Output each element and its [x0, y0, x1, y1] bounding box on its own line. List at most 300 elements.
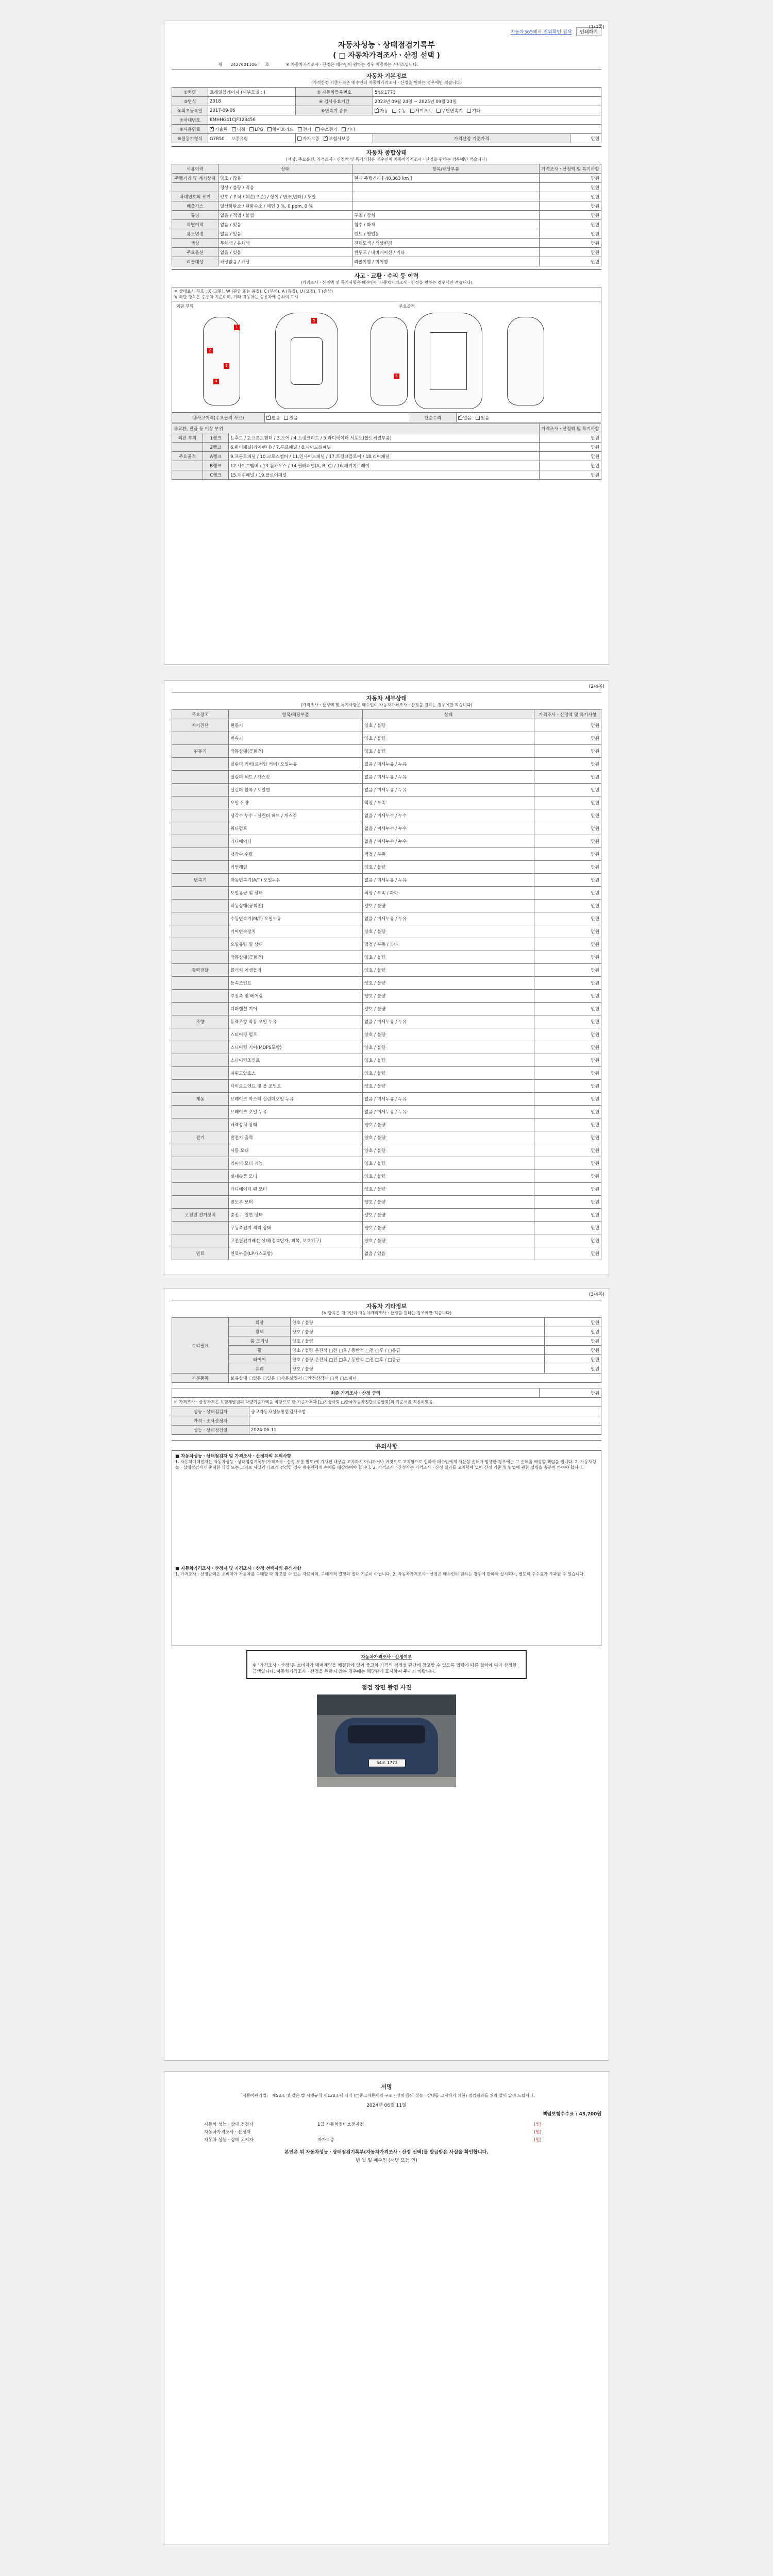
detail-row: [172, 912, 601, 925]
transmission-options: [373, 106, 601, 115]
other-info-note: (※ 항목은 매수인이 자동차가격조사ㆍ산정을 원하는 경우에만 적습니다): [321, 1311, 452, 1315]
detail-row: [172, 835, 601, 848]
final-price-table: 최종 가격조사ㆍ산정 금액 만원 이 가격조사ㆍ산정가격은 보험개발원의 차량기준가액을 바탕으로 한 기준가격과 [□기술사회 □한국자동차진단보증협회]의 기준서를 적용하였음. 성능ㆍ상태점검자 중고자동차성능통합검사조합 가격ㆍ조사산정자 성능ㆍ상태점검일 2024-06-11: [172, 1388, 601, 1435]
group-label: 주요골격: [172, 452, 203, 461]
fuel-label: 수소전기: [321, 127, 338, 132]
overall-row: [172, 201, 601, 211]
device-label: [172, 848, 229, 861]
part-label: 파워고압호스: [229, 1067, 363, 1080]
device-label: [172, 861, 229, 874]
checkbox-icon[interactable]: [298, 127, 302, 131]
signer-role: 자동차 성능ㆍ상태 고지자: [204, 2137, 254, 2143]
device-label: [172, 796, 229, 809]
calc-value: 중고자동차성능통합검사조합: [249, 1407, 601, 1416]
row-amount: 만원: [545, 1355, 601, 1364]
row-label: 용도변경: [172, 229, 219, 239]
detail-row: [172, 1157, 601, 1170]
warranty-label: 자가보증: [303, 136, 320, 142]
record-page-4: [164, 2071, 609, 2545]
signer-name: 1급 자동차정비소전자정: [317, 2122, 364, 2127]
print-button[interactable]: 인쇄하기: [576, 27, 601, 36]
row-amount: 만원: [540, 192, 601, 201]
serial-number: 2427601106: [230, 62, 257, 67]
overall-row: [172, 183, 601, 192]
simple-repair-options: [456, 413, 601, 422]
detail-row: [172, 719, 601, 732]
part-label: 커먼레일: [229, 861, 363, 874]
row-amount: 만원: [534, 1144, 601, 1157]
transmission-label: 세미오토: [415, 108, 432, 114]
device-label: [172, 1028, 229, 1041]
part-state: 양호 / 불량: [363, 1196, 534, 1209]
row-item: 썬루프 / 내비게이션 / 기타: [352, 248, 540, 257]
accident-history-title: 사고ㆍ교환ㆍ수리 등 이력: [172, 269, 601, 280]
detail-row: [172, 1080, 601, 1093]
status-legend-note: ※ 하단 항목은 승용차 기준이며, 기타 자동차는 승용차에 준하여 표시: [174, 295, 298, 299]
part-label: 구동축전지 격리 상태: [229, 1222, 363, 1234]
detail-row: [172, 1106, 601, 1118]
rank-label: A랭크: [203, 452, 229, 461]
rank-items: 12.사이드멤버 / 13.휠하우스 / 14.필러패널(A, B, C) / 16.패키지트레이: [229, 461, 540, 470]
device-label: [172, 1234, 229, 1247]
rank-label: 1랭크: [203, 433, 229, 443]
row-amount: 만원: [534, 1106, 601, 1118]
notice-body-1: 1. 자동차매매업자는 자동차성능ㆍ상태점검기록부(가격조사ㆍ산정 부분 별도)에 기재된 내용을 고지하지 아니하거나 거짓으로 고지함으로 인하여 매수인에게 재산상 손해가 발생한 경우에는 그 손해를 배상할 책임을 집니다. 2. 자동차성능ㆍ상태점검자가 중대한 과실 또는 고의로 사실과 다르게 점검한 경우 매수인에게 손해를 배상하여야 합니다. 3. 가격조사ㆍ산정자는 가격조사ㆍ산정 결과를 고지함에 있어 산정 기준 및 방법에 관한 설명을 충분히 하여야 합니다.: [175, 1460, 596, 1470]
page-number: (2/4쪽): [589, 684, 604, 689]
part-label: 타이로드엔드 및 볼 조인트: [229, 1080, 363, 1093]
signers-table: [203, 2120, 553, 2143]
signer-row: [203, 2136, 553, 2143]
damage-marker: 5: [311, 318, 317, 324]
issue-date: 2024년 06월 11일: [366, 2103, 407, 2108]
part-label: 윈도우 모터: [229, 1196, 363, 1209]
checkbox-icon[interactable]: [458, 416, 462, 420]
vehicle-damage-diagram: 외판 부위 주요골격 1 2 3 4 5 6: [172, 301, 601, 413]
part-state: 없음 / 미세누유 / 누유: [363, 874, 534, 887]
row-amount: 만원: [545, 1336, 601, 1346]
device-label: [172, 732, 229, 745]
part-label: 작동상태(공회전): [229, 900, 363, 912]
part-state: 없음 / 미세누유 / 누유: [363, 784, 534, 796]
part-label: 자동변속기(A/T) 오일누유: [229, 874, 363, 887]
part-state: 양호 / 불량: [363, 1144, 534, 1157]
calc-row: [172, 1426, 601, 1435]
row-amount: 만원: [534, 1028, 601, 1041]
part-label: 브레이크 마스터 실린더오일 누유: [229, 1093, 363, 1106]
price-basis-text: 이 가격조사ㆍ산정가격은 보험개발원의 차량기준가액을 바탕으로 한 기준가격과 [□기술사회 □한국자동차진단보증협회]의 기준서를 적용하였음.: [172, 1398, 601, 1407]
part-label: 시동 모터: [229, 1144, 363, 1157]
item-label: 유리: [229, 1364, 291, 1374]
detail-row: [172, 1144, 601, 1157]
row-amount: 만원: [534, 1054, 601, 1067]
serial-note: ※ 자동차가격조사ㆍ산정은 매수인이 원하는 경우 제공하는 서비스입니다.: [286, 62, 418, 67]
exchange-parts-table: ⑭교환, 판금 등 이상 부위 가격조사ㆍ산정액 및 특기사항 외판 부위 1랭크 1.후드 / 2.프론트펜더 / 3.도어 / 4.트렁크리드 / 5.라디에이터 서포트(볼트체결부품) 만원 2랭크 6.쿼터패널(리어펜더) / 7.루프패널 / 8.사이드실패널 만원 주요골격 A랭크 9.프론트패널 / 10.크로스멤버 / 11.인사이드패널 / 17.트렁크플로어 / 18.리어패널 만원 B랭크 12.사이드멤버 / 13.휠하우스 / 14.필러패널(A, B, C) / 16.패키지트레이 만원 C랭크 15.대쉬패널 / 19.플로어패널 만원: [172, 423, 601, 480]
fuel-label: LPG: [255, 127, 263, 132]
basic-items-state: 보유상태 □없음 □있음 □사용설명서 □안전삼각대 □잭 □스패너: [229, 1374, 601, 1383]
part-state: 양호 / 불량: [363, 1183, 534, 1196]
row-item: 렌트 / 영업용: [352, 229, 540, 239]
checkbox-icon[interactable]: [467, 109, 471, 113]
part-state: 양호 / 불량: [363, 925, 534, 938]
car-roof-outline: [291, 337, 323, 385]
part-label: 실린더 커버(로커암 커버) 오일누유: [229, 758, 363, 771]
signer-row: [203, 2120, 553, 2128]
row-amount: 만원: [534, 977, 601, 990]
row-amount: 만원: [534, 1118, 601, 1131]
damage-marker: 3: [224, 363, 229, 369]
accident-history-option[interactable]: [284, 416, 297, 421]
checkbox-icon[interactable]: [249, 127, 254, 131]
row-amount: 만원: [534, 1209, 601, 1222]
part-state: 양호 / 불량: [363, 900, 534, 912]
rank-label: 2랭크: [203, 443, 229, 452]
row-amount: 만원: [540, 470, 601, 480]
part-label: 실내송풍 모터: [229, 1170, 363, 1183]
buyer-signature-line: 년 월 일 매수인 (서명 또는 인): [356, 2158, 417, 2163]
part-label: 와이퍼 모터 기능: [229, 1157, 363, 1170]
checkbox-icon[interactable]: [410, 109, 414, 113]
registration-number: 54오1773: [373, 88, 601, 97]
part-label: 스티어링 기어(MDPS포함): [229, 1041, 363, 1054]
detail-status-title: 자동차 세부상태: [172, 692, 601, 702]
part-state: 없음 / 미세누유 / 누유: [363, 771, 534, 784]
column-header: 주요장치: [172, 710, 229, 719]
part-label: 동력조향 작동 오일 누유: [229, 1015, 363, 1028]
checkbox-icon[interactable]: [476, 416, 480, 420]
row-state: 없음 / 있음: [219, 229, 352, 239]
part-state: 적정 / 부족: [363, 796, 534, 809]
group-label: 수리필요: [172, 1318, 229, 1374]
row-amount: 만원: [534, 990, 601, 1003]
row-amount: 만원: [534, 848, 601, 861]
device-label: 조향: [172, 1015, 229, 1028]
document-subtitle: ( □ 자동차가격조사ㆍ산정 선택 ): [333, 52, 440, 60]
column-header: 가격조사ㆍ산정액 및 특기사항: [540, 164, 601, 174]
part-state: 없음 / 미세누유 / 누유: [363, 1106, 534, 1118]
transmission-option[interactable]: [467, 109, 480, 114]
transmission-label: 무단변속기: [441, 108, 463, 114]
part-label: 작동상태(공회전): [229, 745, 363, 758]
car-frame-side-view: [507, 317, 544, 405]
part-state: 없음 / 있음: [363, 1247, 534, 1260]
row-amount: 만원: [534, 951, 601, 964]
detail-row: [172, 1041, 601, 1054]
part-state: 양호 / 불량: [363, 861, 534, 874]
exchange-row: [172, 433, 601, 443]
accident-history-option[interactable]: [266, 416, 280, 421]
detail-row: [172, 1003, 601, 1015]
seal-mark: (인): [534, 2137, 542, 2143]
device-label: 전기: [172, 1131, 229, 1144]
checkbox-icon[interactable]: [375, 109, 379, 113]
part-state: 양호 / 불량: [363, 1131, 534, 1144]
fuel-label: 가솔린: [215, 127, 228, 132]
row-amount: 만원: [540, 211, 601, 220]
calc-label: 성능ㆍ상태점검자: [172, 1407, 249, 1416]
signer-role: 자동차가격조사ㆍ산정자: [204, 2129, 251, 2135]
row-amount: 만원: [540, 220, 601, 229]
overall-row: [172, 248, 601, 257]
checkbox-icon[interactable]: [436, 109, 441, 113]
detail-row: [172, 1118, 601, 1131]
part-state: 없음 / 미세누수 / 누수: [363, 809, 534, 822]
transmission-option[interactable]: [392, 109, 406, 114]
device-label: [172, 1054, 229, 1067]
item-state: 양호 / 불량: [291, 1336, 545, 1346]
detail-row: [172, 1015, 601, 1028]
other-info-table: 수리필요 외장 양호 / 불량 만원 광택 양호 / 불량 만원 룸 크리닝 양호 / 불량 만원 휠 양호 / 불량 운전석 □전 □후 / 동반석 □전 □후 / □응급 만원 타이어 양호 / 불량 운전석 □전 □후 / 동반석 □전 □후 / □응급 만원 유리 양호 / 불량 만원 기본품목 보유상태 □없음 □있음 □사용설명서 □안전삼각대 □잭 □스패너: [172, 1317, 601, 1383]
rank-label: B랭크: [203, 461, 229, 470]
part-state: 없음 / 미세누유 / 누유: [363, 912, 534, 925]
part-state: 양호 / 불량: [363, 1222, 534, 1234]
row-item: [352, 201, 540, 211]
detail-row: [172, 1028, 601, 1041]
column-header: 사용이력: [172, 164, 219, 174]
exchange-row: [172, 443, 601, 452]
row-amount: 만원: [545, 1346, 601, 1355]
part-state: 적정 / 부족 / 과다: [363, 938, 534, 951]
row-amount: 만원: [534, 732, 601, 745]
device-label: [172, 938, 229, 951]
row-amount: 만원: [534, 1015, 601, 1028]
simple-repair-option[interactable]: [458, 416, 472, 421]
transmission-option[interactable]: [436, 109, 463, 114]
page-number: (1/4쪽): [589, 25, 604, 30]
detail-row: [172, 900, 601, 912]
seal-mark: (인): [534, 2129, 542, 2135]
row-label: 특별이력: [172, 220, 219, 229]
device-label: [172, 1196, 229, 1209]
other-row: [172, 1336, 601, 1346]
overall-row: [172, 220, 601, 229]
row-state: 무채색 / 유채색: [219, 239, 352, 248]
inspection-photo-title: 점검 장면 촬영 사진: [361, 1684, 412, 1691]
detail-row: [172, 964, 601, 977]
simple-repair-label: 없음: [463, 415, 472, 421]
device-label: [172, 758, 229, 771]
windshield-shape: [348, 1725, 425, 1743]
fuel-option[interactable]: [315, 127, 338, 132]
detail-row: [172, 1183, 601, 1196]
checkbox-icon[interactable]: [232, 127, 236, 131]
notice-heading-2: ■ 자동차가격조사ㆍ산정자 및 가격조사ㆍ산정 선택자의 유의사항: [175, 1566, 301, 1571]
row-item: 구조 / 장치: [352, 211, 540, 220]
exchange-row: [172, 461, 601, 470]
overall-row: [172, 174, 601, 183]
row-amount: 만원: [534, 784, 601, 796]
device-label: [172, 1222, 229, 1234]
row-amount: 만원: [534, 758, 601, 771]
row-state: 일산화탄소 / 탄화수소 / 매연 0 %, 0 ppm, 0 %: [219, 201, 352, 211]
part-state: 양호 / 불량: [363, 990, 534, 1003]
row-item: [352, 183, 540, 192]
row-label: 튜닝: [172, 211, 219, 220]
checkbox-icon[interactable]: [267, 127, 272, 131]
checkbox-icon[interactable]: [266, 416, 271, 420]
detail-row: [172, 809, 601, 822]
signature-title: 서명: [381, 2083, 392, 2090]
row-amount: 만원: [534, 1196, 601, 1209]
fuel-option[interactable]: [210, 127, 228, 132]
transmission-option[interactable]: [375, 109, 388, 114]
authenticity-check-link[interactable]: 자동차365에서 진위확인 검색: [510, 30, 572, 35]
device-label: 원동기: [172, 745, 229, 758]
row-amount: 만원: [540, 461, 601, 470]
checkbox-icon[interactable]: [210, 127, 214, 131]
row-amount: 만원: [534, 1222, 601, 1234]
calc-value: 2024-06-11: [249, 1426, 601, 1435]
device-label: [172, 784, 229, 796]
warranty-options: [296, 134, 373, 143]
part-label: 연료누출(LP가스포함): [229, 1247, 363, 1260]
detail-row: [172, 887, 601, 900]
row-label: 차대번호의 표기: [172, 192, 219, 201]
part-state: 양호 / 불량: [363, 1067, 534, 1080]
detail-row: [172, 732, 601, 745]
device-label: [172, 835, 229, 848]
device-label: [172, 990, 229, 1003]
part-state: 양호 / 불량: [363, 1170, 534, 1183]
device-label: [172, 1157, 229, 1170]
row-label: 주행거리 및 계기상태: [172, 174, 219, 183]
transmission-label: 자동: [380, 108, 389, 114]
part-label: 클러치 어셈블리: [229, 964, 363, 977]
signer-name: [316, 2128, 532, 2136]
top-toolbar: [172, 27, 601, 36]
item-label: 룸 크리닝: [229, 1336, 291, 1346]
exchange-row: [172, 452, 601, 461]
basic-info-table: ①차명 트레일블레이저 (세부모델 : ) ② 자동차등록번호 54오1773 ③연식 2018 ④ 검사유효기간 2023년 09월 24일 ~ 2025년 09월 23일 ⑤최초등록일 2017-09-06 ⑥변속기 종류 ✓ 자동 수동 세미오토 무단변속기 기타 ⑦차대번호 KMHHG41CJF123456 ⑧사용연료 ✓ 가솔린 디젤 LPG 하이브리드 전기 수소전기 기타 ⑩원동기형식 G7B50 보증유형 자가보증✓ 보험사보증 가격산정 기준가격 만원: [172, 87, 601, 143]
group-label: [172, 443, 203, 452]
part-state: 적정 / 부족 / 과다: [363, 887, 534, 900]
damage-marker: 4: [213, 379, 219, 384]
warranty-label: 보험사보증: [328, 136, 350, 142]
overall-row: [172, 211, 601, 220]
item-state: 양호 / 불량 운전석 □전 □후 / 동반석 □전 □후 / □응급: [291, 1355, 545, 1364]
detail-row: [172, 848, 601, 861]
device-label: [172, 977, 229, 990]
calc-label: 성능ㆍ상태점검일: [172, 1426, 249, 1435]
part-label: 실린더 헤드 / 개스킷: [229, 771, 363, 784]
row-item: 리콜이행 / 미이행: [352, 257, 540, 266]
row-amount: 만원: [534, 1003, 601, 1015]
damage-marker: 2: [207, 348, 213, 353]
exchange-row: [172, 470, 601, 480]
part-label: 추진축 및 베어링: [229, 990, 363, 1003]
row-amount: 만원: [540, 201, 601, 211]
simple-repair-label: 있음: [480, 415, 490, 421]
row-amount: 만원: [534, 1080, 601, 1093]
signer-name: 자가보증: [317, 2137, 334, 2143]
signer-row: [203, 2128, 553, 2136]
group-label: [172, 470, 203, 480]
accident-history-label: 없음: [272, 415, 280, 421]
row-label: 배출가스: [172, 201, 219, 211]
transmission-option[interactable]: [410, 109, 432, 114]
fuel-option[interactable]: [249, 127, 263, 132]
detail-row: [172, 796, 601, 809]
part-state: 양호 / 불량: [363, 1003, 534, 1015]
row-amount: 만원: [534, 1170, 601, 1183]
warranty-option[interactable]: [324, 137, 350, 142]
warranty-option[interactable]: [297, 137, 320, 142]
row-amount: 만원: [540, 174, 601, 183]
part-state: 양호 / 불량: [363, 745, 534, 758]
row-amount: 만원: [534, 900, 601, 912]
device-label: 동력전달: [172, 964, 229, 977]
device-label: [172, 951, 229, 964]
column-header: 가격조사ㆍ산정액 및 특기사항: [534, 710, 601, 719]
overall-row: [172, 239, 601, 248]
row-amount: 만원: [534, 809, 601, 822]
record-page-1: [164, 21, 609, 665]
row-amount: 만원: [534, 1131, 601, 1144]
fuel-options: [208, 125, 601, 134]
detail-row: [172, 1170, 601, 1183]
fuel-option[interactable]: [298, 127, 311, 132]
detail-status-table: [172, 709, 601, 1260]
part-state: 양호 / 불량: [363, 1209, 534, 1222]
vin: KMHHG41CJF123456: [208, 115, 601, 125]
column-header: 상태: [219, 164, 352, 174]
overall-status-note: (색상, 주요옵션, 가격조사ㆍ산정액 및 특기사항은 매수인이 자동차가격조사ㆍ산정을 원하는 경우에만 적습니다): [286, 157, 487, 162]
part-state: 양호 / 불량: [363, 732, 534, 745]
row-amount: 만원: [540, 452, 601, 461]
accident-history-options: [265, 413, 410, 422]
device-label: [172, 771, 229, 784]
device-label: [172, 912, 229, 925]
checkbox-icon[interactable]: [342, 127, 346, 131]
part-label: 스티어링 펌프: [229, 1028, 363, 1041]
status-legend: ※ 상태표시 부호 : X (교환), W (판금 또는 용접), C (부식), A (흠집), U (요철), T (손상): [174, 289, 333, 294]
checkbox-icon[interactable]: [392, 109, 396, 113]
item-state: 양호 / 불량: [291, 1364, 545, 1374]
accident-summary-table: ⑬사고이력(주요골격 사고) ✓ 없음 있음 단순수리 ✓ 없음 있음: [172, 413, 601, 422]
detail-row: [172, 1209, 601, 1222]
row-label: 리콜대상: [172, 257, 219, 266]
part-label: 라디에이터 팬 모터: [229, 1183, 363, 1196]
fuel-option[interactable]: [232, 127, 245, 132]
row-amount: 만원: [534, 1093, 601, 1106]
calc-value: [249, 1416, 601, 1426]
part-state: 양호 / 불량: [363, 977, 534, 990]
row-amount: 만원: [540, 248, 601, 257]
checkbox-icon[interactable]: [324, 137, 328, 141]
rank-label: C랭크: [203, 470, 229, 480]
device-label: 고전원 전기장치: [172, 1209, 229, 1222]
part-state: 양호 / 불량: [363, 1028, 534, 1041]
part-state: 양호 / 불량: [363, 1080, 534, 1093]
inspection-photo: [317, 1694, 456, 1787]
item-label: 타이어: [229, 1355, 291, 1364]
row-amount: 만원: [534, 1183, 601, 1196]
row-amount: 만원: [534, 835, 601, 848]
license-plate: 54오 1773: [368, 1759, 406, 1767]
row-amount: 만원: [540, 183, 601, 192]
row-amount: 만원: [534, 1157, 601, 1170]
part-label: 디퍼렌셜 기어: [229, 1003, 363, 1015]
fuel-option[interactable]: [342, 127, 355, 132]
overall-status-table: [172, 164, 601, 266]
checkbox-icon[interactable]: [297, 137, 301, 141]
checkbox-icon[interactable]: [315, 127, 320, 131]
checkbox-icon[interactable]: [284, 416, 288, 420]
row-state: 해당없음 / 해당: [219, 257, 352, 266]
other-row: [172, 1327, 601, 1336]
fuel-option[interactable]: [267, 127, 294, 132]
part-label: 스티어링조인트: [229, 1054, 363, 1067]
simple-repair-option[interactable]: [476, 416, 489, 421]
